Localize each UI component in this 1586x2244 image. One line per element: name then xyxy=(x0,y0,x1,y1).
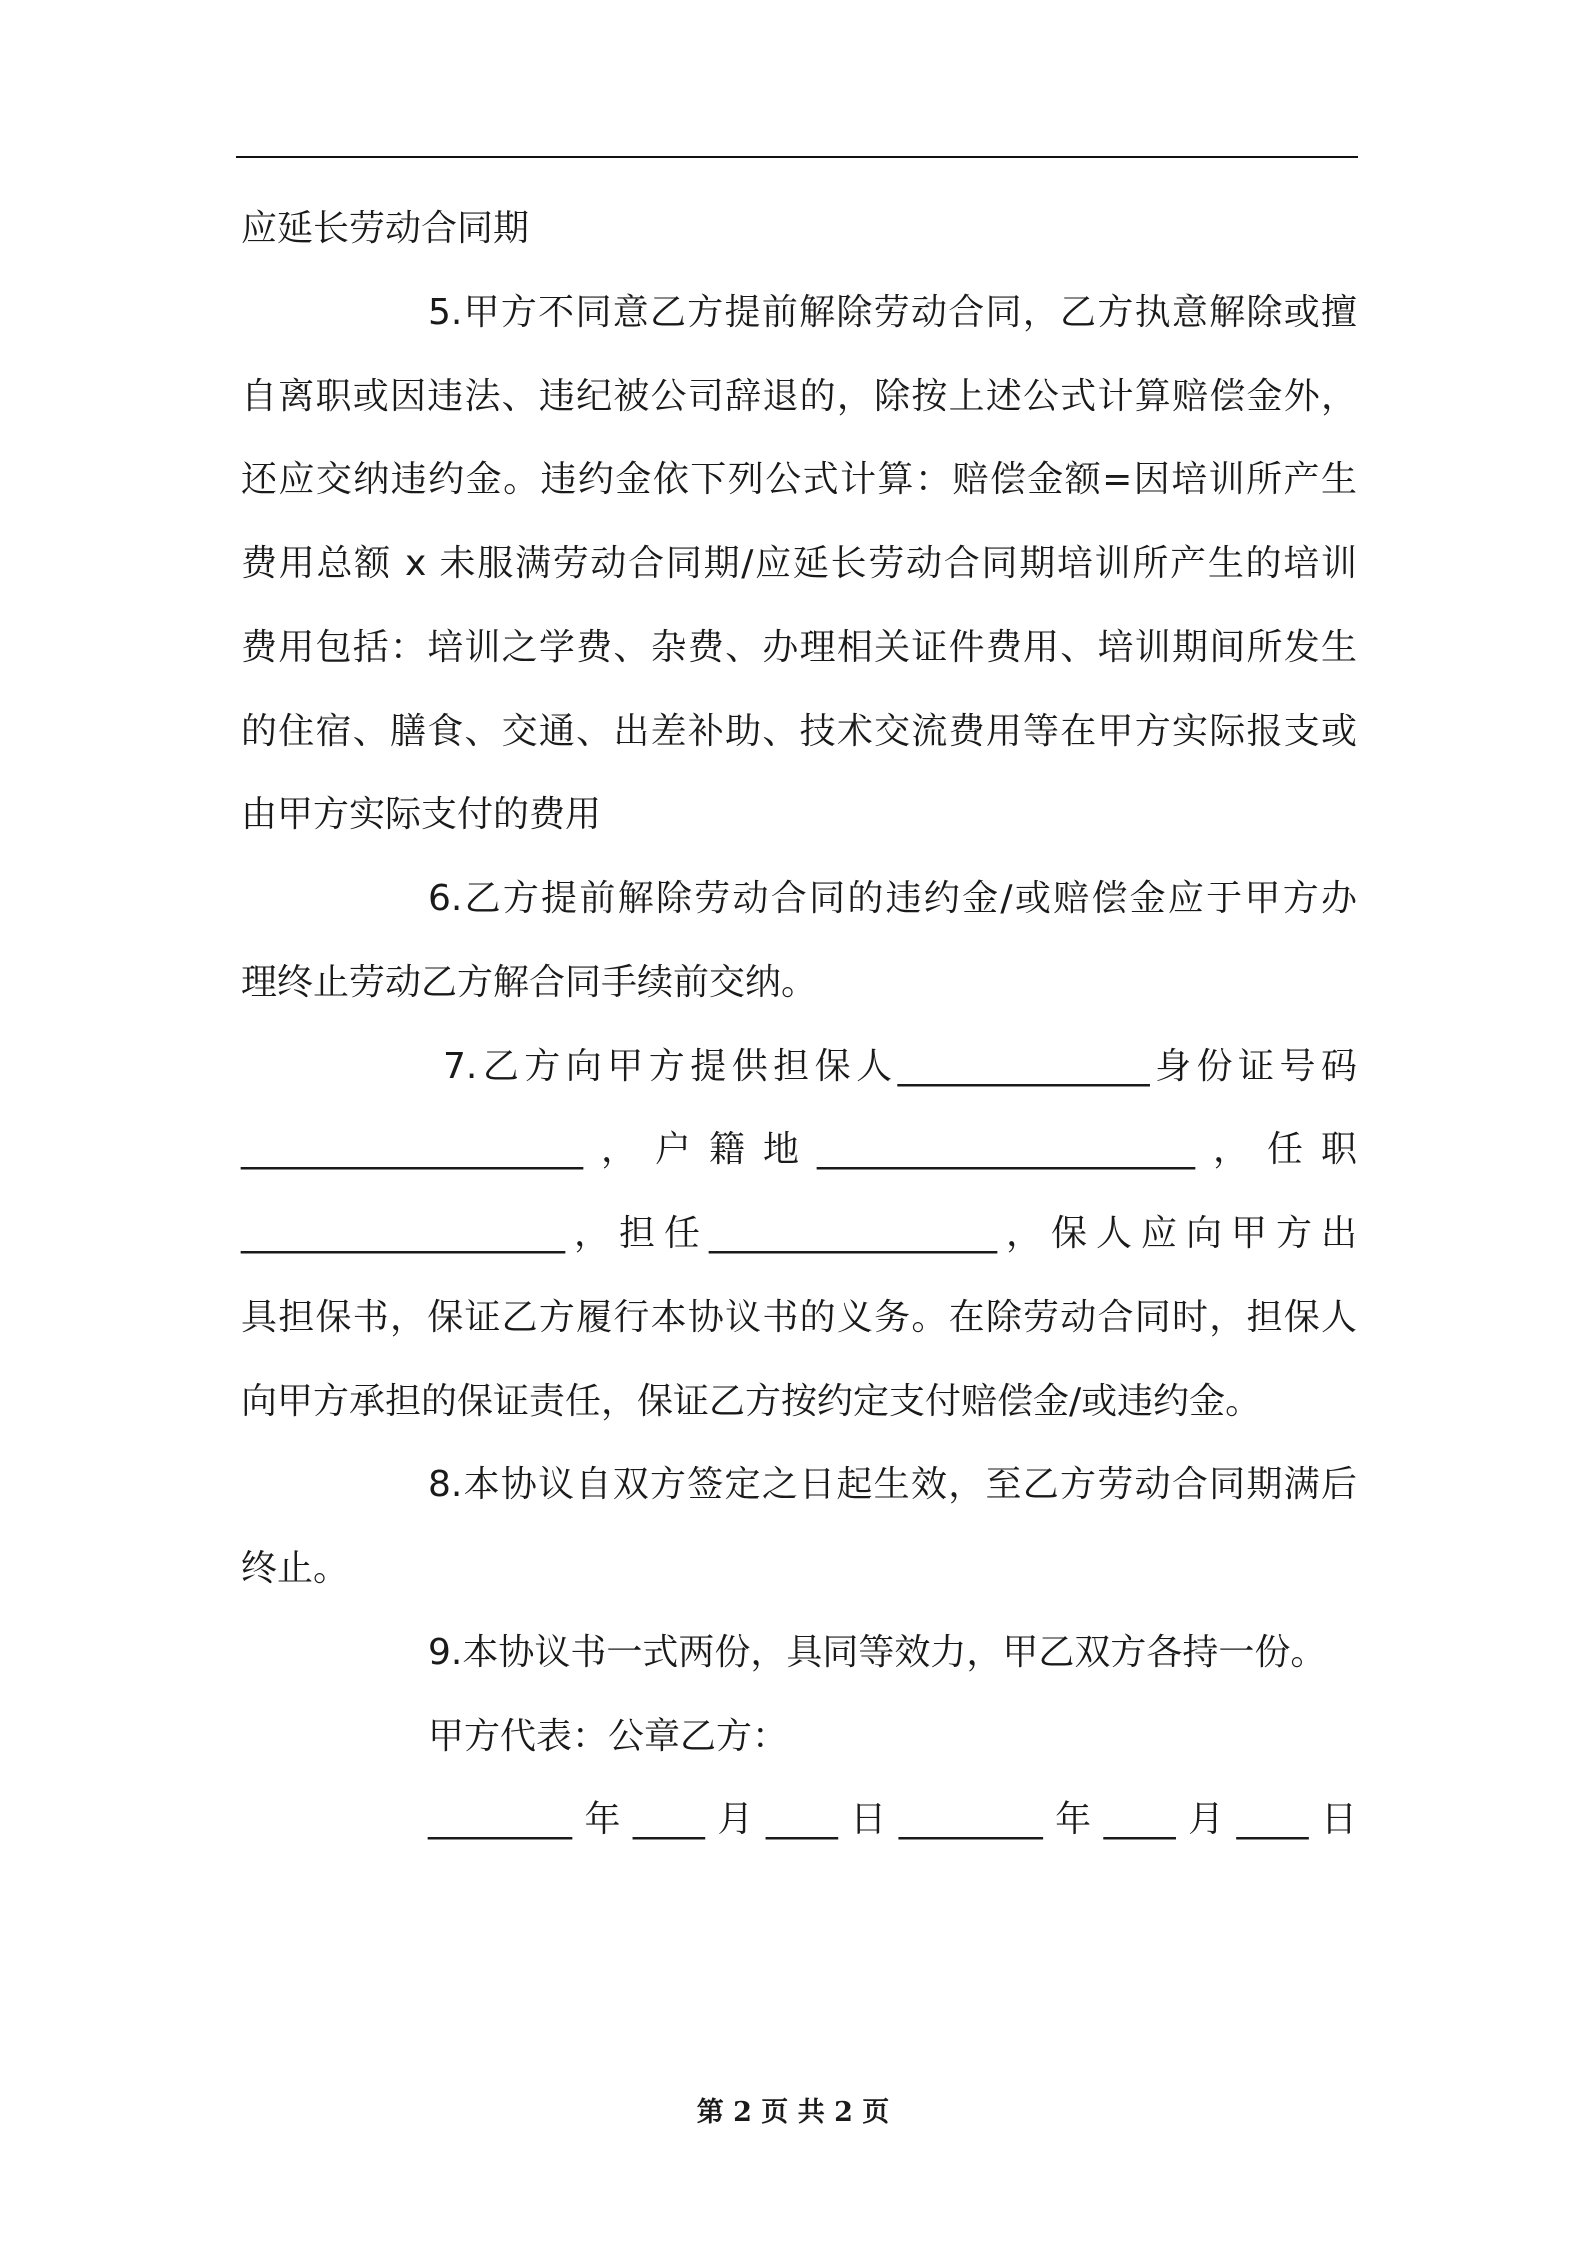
header-rule xyxy=(236,156,1358,158)
text-line: 的住宿、膳食、交通、出差补助、技术交流费用等在甲方实际报支或 xyxy=(241,711,1357,752)
text-line: 6.乙方提前解除劳动合同的违约金/或赔偿金应于甲方办 xyxy=(428,878,1357,919)
text-line: 自离职或因违法、违纪被公司辞退的，除按上述公式计算赔偿金外， xyxy=(241,376,1357,417)
text-line: 具担保书，保证乙方履行本协议书的义务。在除劳动合同时，担保人 xyxy=(241,1297,1357,1338)
text-line: 理终止劳动乙方解合同手续前交纳。 xyxy=(241,962,818,1003)
text-line: ___________________，户籍地_____________________，任职 xyxy=(241,1129,1357,1170)
text-line: __________________，担任________________，保人应向甲方出 xyxy=(241,1213,1357,1254)
date-line: ________年____月____日________年____月____日 xyxy=(428,1799,1358,1840)
text-line: 向甲方承担的保证责任，保证乙方按约定支付赔偿金/或违约金。 xyxy=(241,1381,1262,1422)
text-line: 还应交纳违约金。违约金依下列公式计算：赔偿金额=因培训所产生 xyxy=(241,459,1357,500)
page-number: 第 2 页 共 2 页 xyxy=(696,2097,890,2128)
text-line: 终止。 xyxy=(241,1548,350,1589)
signature-label: 甲方代表：公章乙方： xyxy=(428,1716,789,1757)
text-line: 8.本协议自双方签定之日起生效，至乙方劳动合同期满后 xyxy=(428,1464,1357,1505)
text-line: 费用总额 x 未服满劳动合同期/应延长劳动合同期培训所产生的培训 xyxy=(241,543,1357,584)
text-line: 7.乙方向甲方提供担保人______________身份证号码 xyxy=(443,1046,1357,1087)
text-line: 9.本协议书一式两份，具同等效力，甲乙双方各持一份。 xyxy=(428,1632,1327,1673)
text-line: 应延长劳动合同期 xyxy=(241,208,530,249)
text-line: 由甲方实际支付的费用 xyxy=(241,794,602,835)
text-line: 费用包括：培训之学费、杂费、办理相关证件费用、培训期间所发生 xyxy=(241,627,1357,668)
text-line: 5.甲方不同意乙方提前解除劳动合同，乙方执意解除或擅 xyxy=(428,292,1357,333)
